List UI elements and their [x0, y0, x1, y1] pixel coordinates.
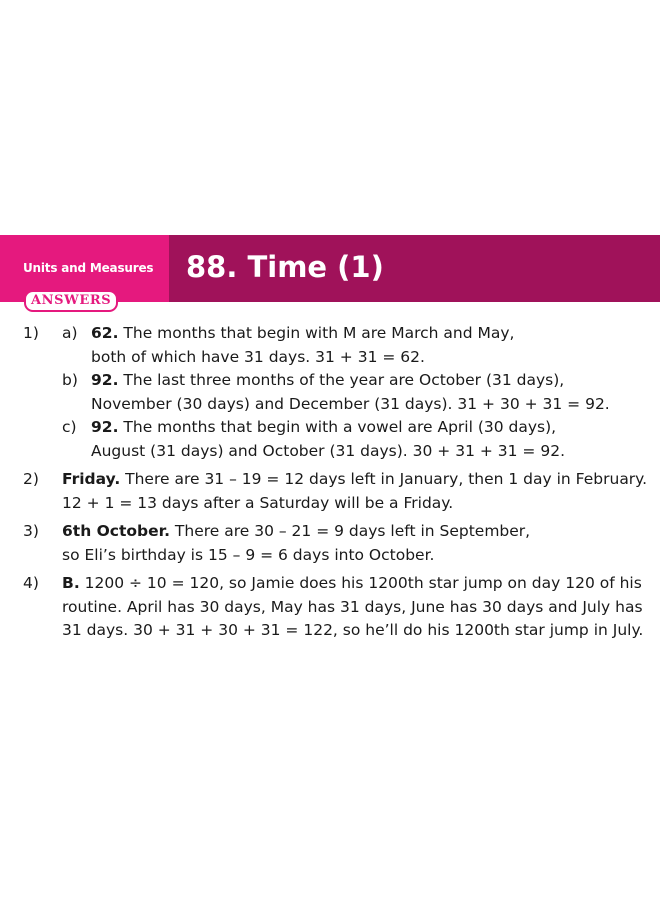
question-1b	[0, 369, 660, 416]
question-2	[0, 468, 660, 515]
answer-text: 31 days. 30 + 31 + 30 + 31 = 122, so he’ll do his 1200th star jump in July.	[62, 621, 644, 639]
answer-text: 1200 ÷ 10 = 120, so Jamie does his 1200th star jump on day 120 of his	[79, 574, 642, 592]
answers-badge: ANSWERS	[24, 290, 118, 312]
question-number: 3)	[23, 522, 39, 540]
answer-text: There are 31 – 19 = 12 days left in January, then 1 day in February.	[120, 470, 648, 488]
answers-list	[0, 322, 660, 648]
answer-text: routine. April has 30 days, May has 31 days, June has 30 days and July has	[62, 597, 643, 616]
answer-text: The last three months of the year are October (31 days),	[118, 371, 565, 389]
question-number: 4)	[23, 574, 39, 592]
answer-text: 12 + 1 = 13 days after a Saturday will be a Friday.	[62, 493, 454, 512]
answer-text: The months that begin with a vowel are April (30 days),	[118, 418, 557, 436]
answer-value: B.	[62, 574, 80, 592]
sub-label: c)	[62, 418, 77, 436]
section-label: Units and Measures	[23, 261, 154, 275]
question-number: 1)	[23, 324, 39, 342]
answer-text: November (30 days) and December (31 days). 31 + 30 + 31 = 92.	[91, 394, 610, 413]
answer-value: 92.	[91, 418, 119, 436]
answer-value: 6th October.	[62, 522, 170, 540]
question-3	[0, 520, 660, 567]
question-1	[0, 322, 660, 463]
answer-value: 92.	[91, 371, 119, 389]
question-4	[0, 572, 660, 643]
answer-value: 62.	[91, 324, 119, 342]
answer-text: There are 30 – 21 = 9 days left in September,	[169, 522, 531, 540]
question-1a	[0, 322, 660, 369]
question-1c	[0, 416, 660, 463]
answer-text: both of which have 31 days. 31 + 31 = 62.	[91, 347, 425, 366]
answer-value: Friday.	[62, 470, 121, 488]
title-banner	[169, 235, 660, 302]
sub-label: a)	[62, 324, 78, 342]
sub-label: b)	[62, 371, 78, 389]
answer-text: The months that begin with M are March and May,	[118, 324, 515, 342]
answer-text: so Eli’s birthday is 15 – 9 = 6 days into October.	[62, 545, 435, 564]
answer-text: August (31 days) and October (31 days). 30 + 31 + 31 = 92.	[91, 441, 565, 460]
question-number: 2)	[23, 470, 39, 488]
page-title: 88. Time (1)	[186, 250, 384, 284]
